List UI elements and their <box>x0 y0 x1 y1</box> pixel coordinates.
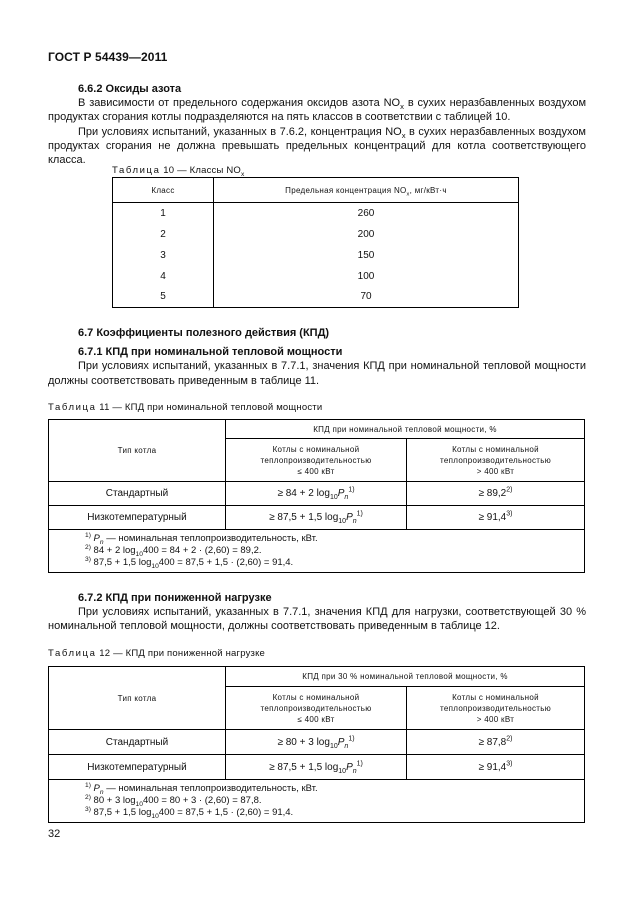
table-10-class: 4 <box>113 266 214 287</box>
table-11-row-low-temp <box>49 506 585 530</box>
table-12-note-1: $^{1)}$ $P_n$ — номинальная теплопроизводительность, кВт. <box>85 781 318 796</box>
table-10-row <box>113 287 519 308</box>
table-11-note-2: $^{2)}$ 84 + 2 $\log_{10}400 = 84 + 2 \cdot (2,60) = 89,2$. <box>85 543 262 558</box>
section-6-7-2 <box>48 591 586 634</box>
section-6-7-1-title: 6.7.1 КПД при номинальной тепловой мощности <box>78 346 343 359</box>
table-11-note-3: $^{3)}$ 87,5 + 1,5 $\log_{10}400 = 87,5 + 1,5 \cdot (2,60) = 91,4$. <box>85 555 294 570</box>
table-12-row-standard <box>49 730 585 755</box>
table-10-row <box>113 266 519 287</box>
table-12-header-type: Тип котла <box>49 667 226 730</box>
section-6-7-1-paragraph: При условиях испытаний, указанных в 7.7.1, значения КПД при номинальной тепловой мощности должны соответствовать приведенным в таблице 11. <box>48 360 586 387</box>
section-6-7-2-title: 6.7.2 КПД при пониженной нагрузке <box>78 592 272 604</box>
table-11-header-over-400: Котлы с номинальной теплопроизводительностью > 400 кВт <box>407 439 585 482</box>
table-11-notes <box>49 530 585 573</box>
table-10-class: 3 <box>113 245 214 266</box>
table-10-row <box>113 224 519 245</box>
table-11-value: ≥ $89,2^{2)}$ <box>407 482 585 506</box>
table-10-caption: Таблица 10 — Классы $NO_x$ <box>112 165 245 178</box>
table-10-value: 200 <box>214 224 519 245</box>
table-11-formula: ≥ 87,5 + 1,5 $\log_{10}P_n^{1)}$ <box>226 506 407 530</box>
table-11-type: Стандартный <box>49 482 226 506</box>
table-12-row-low-temp <box>49 755 585 780</box>
table-11 <box>48 419 585 573</box>
table-10-value: 100 <box>214 266 519 287</box>
table-12-header-efficiency: КПД при 30 % номинальной тепловой мощности, % <box>226 667 585 687</box>
table-11-note-1: $^{1)}$ $P_n$ — номинальная теплопроизводительность, кВт. <box>85 531 318 546</box>
table-12-type: Низкотемпературный <box>49 755 226 780</box>
table-10-value: 260 <box>214 203 519 224</box>
table-12-value: ≥ $87,8^{2)}$ <box>407 730 585 755</box>
table-10-header-concentration: Предельная концентрация $NO_x$, мг/кВт·ч <box>214 178 519 203</box>
table-12-formula: ≥ 80 + 3 $\log_{10}P_n^{1)}$ <box>226 730 407 755</box>
table-10-row <box>113 245 519 266</box>
table-11-caption: Таблица 11 — КПД при номинальной тепловой мощности <box>48 402 323 413</box>
section-6-6-2-paragraph-2: При условиях испытаний, указанных в 7.6.2, концентрация $NO_x$ в сухих неразбавленных воздухом продуктах сгорания не должна превышать предельных концентраций для котла соответствующего класса. <box>48 125 586 167</box>
table-10-value: 70 <box>214 287 519 308</box>
table-10-header-class: Класс <box>113 178 214 203</box>
table-10-row <box>113 203 519 224</box>
table-11-header-efficiency: КПД при номинальной тепловой мощности, % <box>226 420 585 439</box>
table-12-notes <box>49 780 585 823</box>
section-6-6-2-paragraph-1: В зависимости от предельного содержания оксидов азота $NO_x$ в сухих неразбавленных воздухом продуктах сгорания котлы подразделяются на пять классов в соответствии с таблицей 10. <box>48 97 587 124</box>
table-12-formula: ≥ 87,5 + 1,5 $\log_{10}P_n^{1)}$ <box>226 755 407 780</box>
table-10-class: 5 <box>113 287 214 308</box>
table-12-type: Стандартный <box>49 730 226 755</box>
section-6-7-2-paragraph: При условиях испытаний, указанных в 7.7.1, значения КПД для нагрузки, соответствующей 30 % номинальной тепловой мощности, должны соответствовать приведенным в таблице 12. <box>48 606 586 633</box>
table-10 <box>112 177 519 308</box>
table-11-formula: ≥ 84 + 2 $\log_{10}P_n^{1)}$ <box>226 482 407 506</box>
table-12 <box>48 666 585 823</box>
table-12-header-up-to-400: Котлы с номинальной теплопроизводительностью ≤ 400 кВт <box>226 687 407 730</box>
table-12-value: ≥ $91,4^{3)}$ <box>407 755 585 780</box>
table-12-note-3: $^{3)}$ 87,5 + 1,5 $\log_{10}400 = 87,5 + 1,5 \cdot (2,60) = 91,4$. <box>85 805 294 820</box>
table-11-header-type: Тип котла <box>49 420 226 482</box>
section-6-7 <box>48 326 586 388</box>
table-10-class: 2 <box>113 224 214 245</box>
table-10-value: 150 <box>214 245 519 266</box>
table-12-note-2: $^{2)}$ 80 + 3 $\log_{10}400 = 80 + 3 \cdot (2,60) = 87,8$. <box>85 793 262 808</box>
section-6-6-2-title: 6.6.2 Оксиды азота <box>78 83 182 95</box>
table-12-header-over-400: Котлы с номинальной теплопроизводительностью > 400 кВт <box>407 687 585 730</box>
table-10-class: 1 <box>113 203 214 224</box>
section-6-6-2 <box>48 82 586 167</box>
table-11-row-standard <box>49 482 585 506</box>
table-11-value: ≥ $91,4^{3)}$ <box>407 506 585 530</box>
table-11-type: Низкотемпературный <box>49 506 226 530</box>
document-header: ГОСТ Р 54439—2011 <box>48 50 168 64</box>
page-number: 32 <box>48 828 61 840</box>
section-6-7-title: 6.7 Коэффициенты полезного действия (КПД) <box>78 327 330 339</box>
table-11-header-up-to-400: Котлы с номинальной теплопроизводительностью ≤ 400 кВт <box>226 439 407 482</box>
table-12-caption: Таблица 12 — КПД при пониженной нагрузке <box>48 648 266 659</box>
